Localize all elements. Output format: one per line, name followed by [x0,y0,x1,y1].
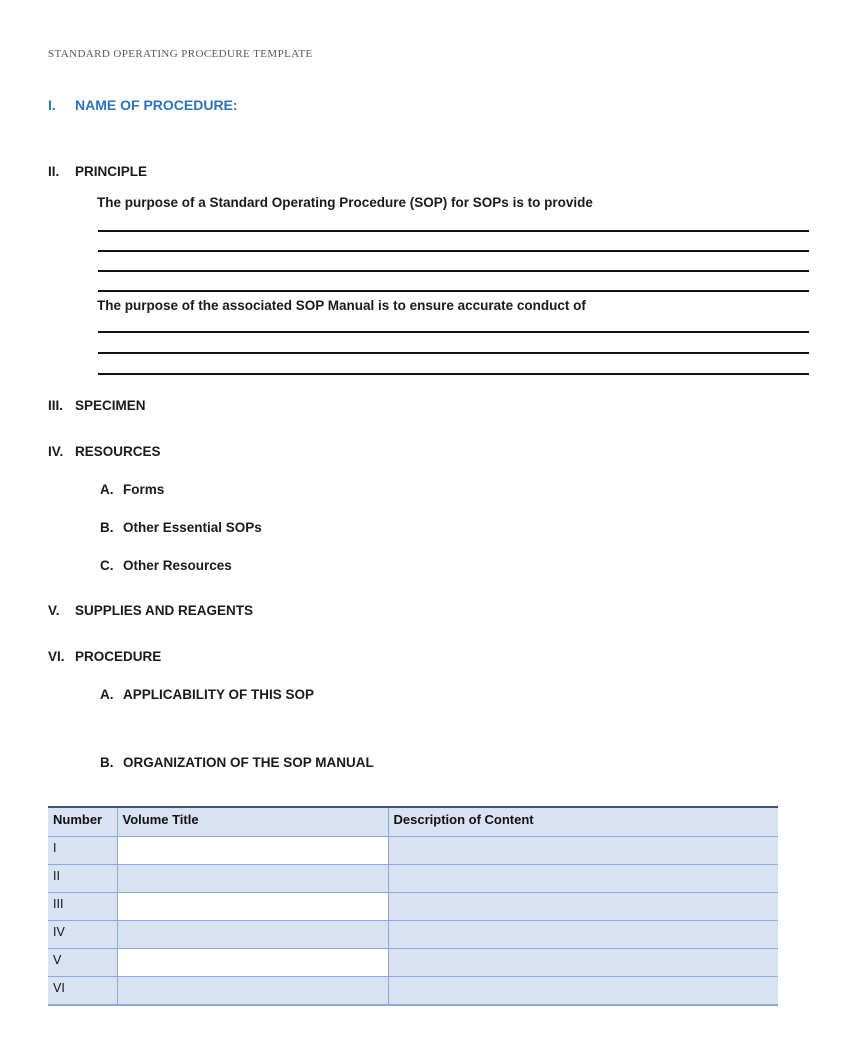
section-vi-heading [48,648,161,665]
fill-in-blank-line[interactable] [98,352,809,354]
section-v-title: SUPPLIES AND REAGENTS [75,603,254,618]
section-i-title: NAME OF PROCEDURE: [75,97,238,113]
procedure-item-applicability [100,686,314,703]
number-cell: III [48,893,117,921]
number-cell: V [48,949,117,977]
item-label: Other Resources [123,558,232,573]
section-iii-title: SPECIMEN [75,398,146,413]
table-header-number: Number [48,807,117,837]
item-letter: A. [100,687,114,702]
number-cell: I [48,837,117,865]
table-header-description: Description of Content [388,807,778,837]
description-cell[interactable] [388,921,778,949]
fill-in-blank-line[interactable] [98,331,809,333]
table-header-volume-title: Volume Title [117,807,388,837]
document-running-header: STANDARD OPERATING PROCEDURE TEMPLATE [48,48,313,60]
fill-in-blank-line[interactable] [98,270,809,272]
section-i-number: I. [48,97,56,113]
section-iii-number: III. [48,398,64,413]
table-row [48,893,778,921]
number-cell: II [48,865,117,893]
section-iii-heading [48,397,146,414]
section-vi-title: PROCEDURE [75,649,162,664]
description-cell[interactable] [388,893,778,921]
item-label: ORGANIZATION OF THE SOP MANUAL [123,755,374,770]
section-v-number: V. [48,603,60,618]
section-ii-number: II. [48,164,60,179]
item-letter: A. [100,482,114,497]
principle-paragraph-2: The purpose of the associated SOP Manual is to ensure accurate conduct of [97,298,586,313]
item-letter: B. [100,520,114,535]
section-vi-number: VI. [48,649,65,664]
table-header-row [48,807,778,837]
section-iv-heading [48,443,161,460]
section-iv-number: IV. [48,444,64,459]
volume-title-cell[interactable] [117,949,388,977]
fill-in-blank-line[interactable] [98,230,809,232]
description-cell[interactable] [388,865,778,893]
resources-item-other-resources [100,557,232,574]
fill-in-blank-line[interactable] [98,373,809,375]
item-letter: B. [100,755,114,770]
item-letter: C. [100,558,114,573]
item-label: Other Essential SOPs [123,520,262,535]
volume-title-cell[interactable] [117,977,388,1006]
section-ii-title: PRINCIPLE [75,164,148,179]
section-i-heading [48,97,238,114]
volume-title-cell[interactable] [117,837,388,865]
fill-in-blank-line[interactable] [98,250,809,252]
table-row [48,837,778,865]
volume-title-cell[interactable] [117,893,388,921]
table-row [48,865,778,893]
section-iv-title: RESOURCES [75,444,161,459]
resources-item-other-essential-sops [100,519,262,536]
description-cell[interactable] [388,977,778,1006]
number-cell: IV [48,921,117,949]
fill-in-blank-line[interactable] [98,290,809,292]
section-ii-heading [48,163,147,180]
table-row [48,977,778,1006]
table-row [48,921,778,949]
volume-title-cell[interactable] [117,865,388,893]
item-label: APPLICABILITY OF THIS SOP [123,687,315,702]
section-v-heading [48,602,253,619]
procedure-item-organization [100,754,374,771]
description-cell[interactable] [388,949,778,977]
resources-item-forms [100,481,164,498]
number-cell: VI [48,977,117,1006]
volume-title-cell[interactable] [117,921,388,949]
item-label: Forms [123,482,165,497]
description-cell[interactable] [388,837,778,865]
sop-volumes-table [48,806,778,1006]
table-row [48,949,778,977]
principle-paragraph-1: The purpose of a Standard Operating Procedure (SOP) for SOPs is to provide [97,195,593,210]
